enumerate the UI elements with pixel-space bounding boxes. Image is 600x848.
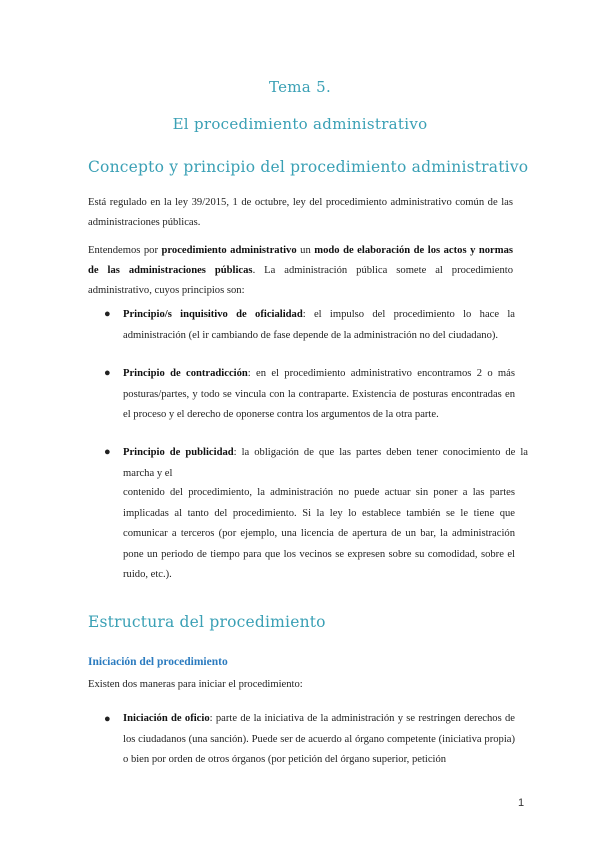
bullet-icon: ● <box>104 367 111 379</box>
list-item <box>123 364 515 426</box>
list-item <box>123 709 515 771</box>
document-title: El procedimiento administrativo <box>172 115 428 133</box>
definition-term: procedimiento administrativo <box>161 245 297 256</box>
principle-name: Principio/s inquisitivo de oficialidad <box>123 309 303 320</box>
initiation-type-name: Iniciación de oficio <box>123 713 210 724</box>
initiation-type-description: : parte de la iniciativa de la administración y se restringen derechos de los ciudadanos (una sanción). Puede ser de acuerdo al órgano competente (iniciativa propia) o bien por orden de otros órganos (por petición del órgano superior, petición <box>123 713 515 765</box>
bullet-icon: ● <box>104 713 111 725</box>
document-title-number: Tema 5. <box>268 78 332 96</box>
principle-description: : en el procedimiento administrativo encontramos 2 o más posturas/partes, y todo se vincula con la contraparte. Existencia de posturas encontradas en el proceso y el derecho de oponerse contra los argumentos de la otra parte. <box>123 368 515 420</box>
principle-name: Principio de contradicción <box>123 368 248 379</box>
principle-description: : la obligación de que las partes deben tener conocimiento de la marcha y el <box>123 447 528 479</box>
definition-paragraph <box>88 241 513 301</box>
section-heading-concept: Concepto y principio del procedimiento administrativo <box>88 158 529 176</box>
definition-text-pre: Entendemos por <box>88 245 162 256</box>
structure-paragraph: Existen dos maneras para iniciar el procedimiento: <box>88 679 303 690</box>
definition-text-post: . La administración pública somete al procedimiento administrativo, cuyos principios son: <box>88 265 513 296</box>
bullet-icon: ● <box>104 308 111 320</box>
page-number: 1 <box>518 797 525 809</box>
principle-description: : el impulso del procedimiento lo hace la administración (el ir cambiando de fase depende de la administración no del ciudadano). <box>123 309 516 341</box>
section-heading-structure: Estructura del procedimiento <box>88 613 326 631</box>
principle-name: Principio de publicidad <box>123 447 234 458</box>
list-item <box>123 305 515 346</box>
list-item <box>123 443 528 484</box>
definition-meaning: modo de elaboración de los actos y normas de las administraciones públicas <box>88 245 514 276</box>
definition-text-mid: un <box>296 245 315 256</box>
bullet-icon: ● <box>104 446 111 458</box>
list-item-continuation: contenido del procedimiento, la administración no puede actuar sin poner a las partes implicadas al tanto del procedimiento. Si la ley lo establece también se le tiene que comunicar a terceros (por ejemplo, una licencia de apertura de un bar, la administración pone un periodo de tiempo para que los vecinos se expresen sobre su comodidad, sobre el ruido, etc.). <box>123 487 515 580</box>
subsection-heading: Iniciación del procedimiento <box>88 656 228 668</box>
intro-paragraph: Está regulado en la ley 39/2015, 1 de octubre, ley del procedimiento administrativo común de las administraciones públicas. <box>88 197 513 228</box>
